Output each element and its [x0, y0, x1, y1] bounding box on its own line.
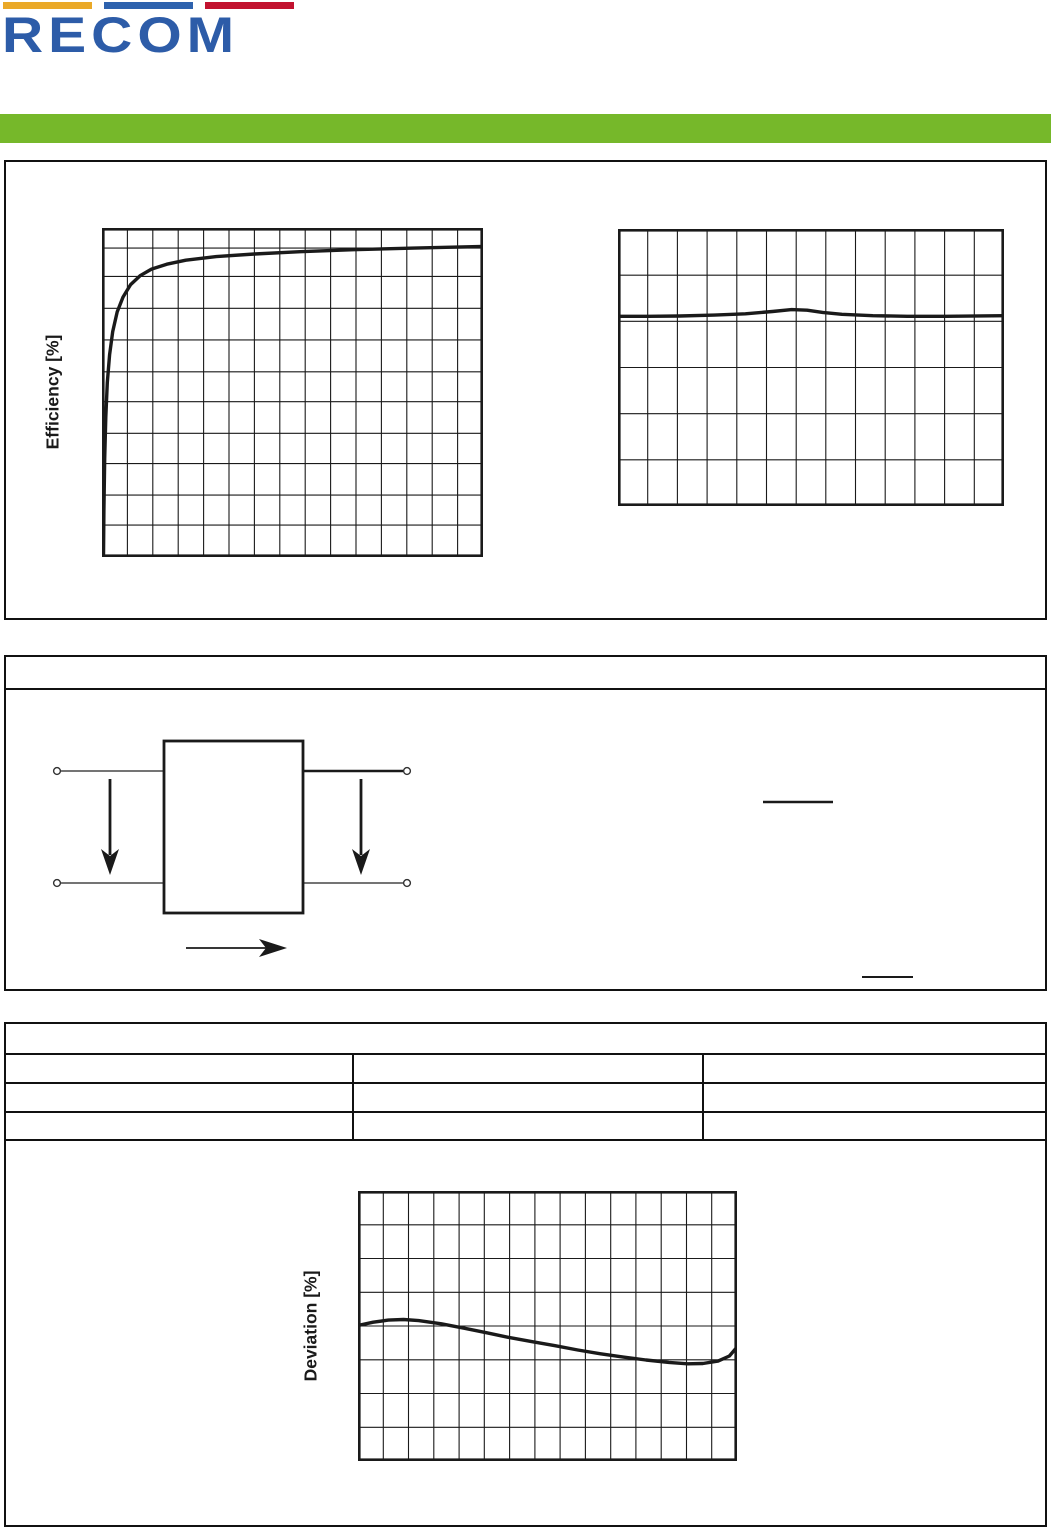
logo-wordmark: RECOM [2, 6, 240, 64]
spec-table-panel [4, 1022, 1047, 1139]
table-row-divider-1 [6, 1082, 1045, 1084]
efficiency-axis-label: Efficiency [%] [42, 334, 63, 450]
recom-logo [2, 0, 322, 70]
input-terminal-bottom [54, 880, 61, 887]
flat-regulation-curve [618, 310, 1004, 317]
table-row-divider-2 [6, 1111, 1045, 1113]
deviation-chart [358, 1191, 737, 1461]
chart-gridlines [358, 1191, 737, 1461]
dut-box [164, 741, 303, 913]
section-accent-bar [0, 114, 1051, 143]
table-col-divider-1 [352, 1053, 354, 1139]
chart-gridlines [102, 228, 483, 557]
output-terminal-top [404, 768, 411, 775]
chart-gridlines [618, 229, 1004, 506]
test-setup-diagram [4, 655, 1047, 991]
output-terminal-bottom [404, 880, 411, 887]
input-terminal-top [54, 768, 61, 775]
efficiency-chart [102, 228, 483, 557]
table-header-divider [6, 1053, 1045, 1055]
regulation-chart [618, 229, 1004, 506]
table-col-divider-2 [702, 1053, 704, 1139]
deviation-axis-label: Deviation [%] [300, 1270, 321, 1382]
chart-frame [103, 229, 481, 555]
